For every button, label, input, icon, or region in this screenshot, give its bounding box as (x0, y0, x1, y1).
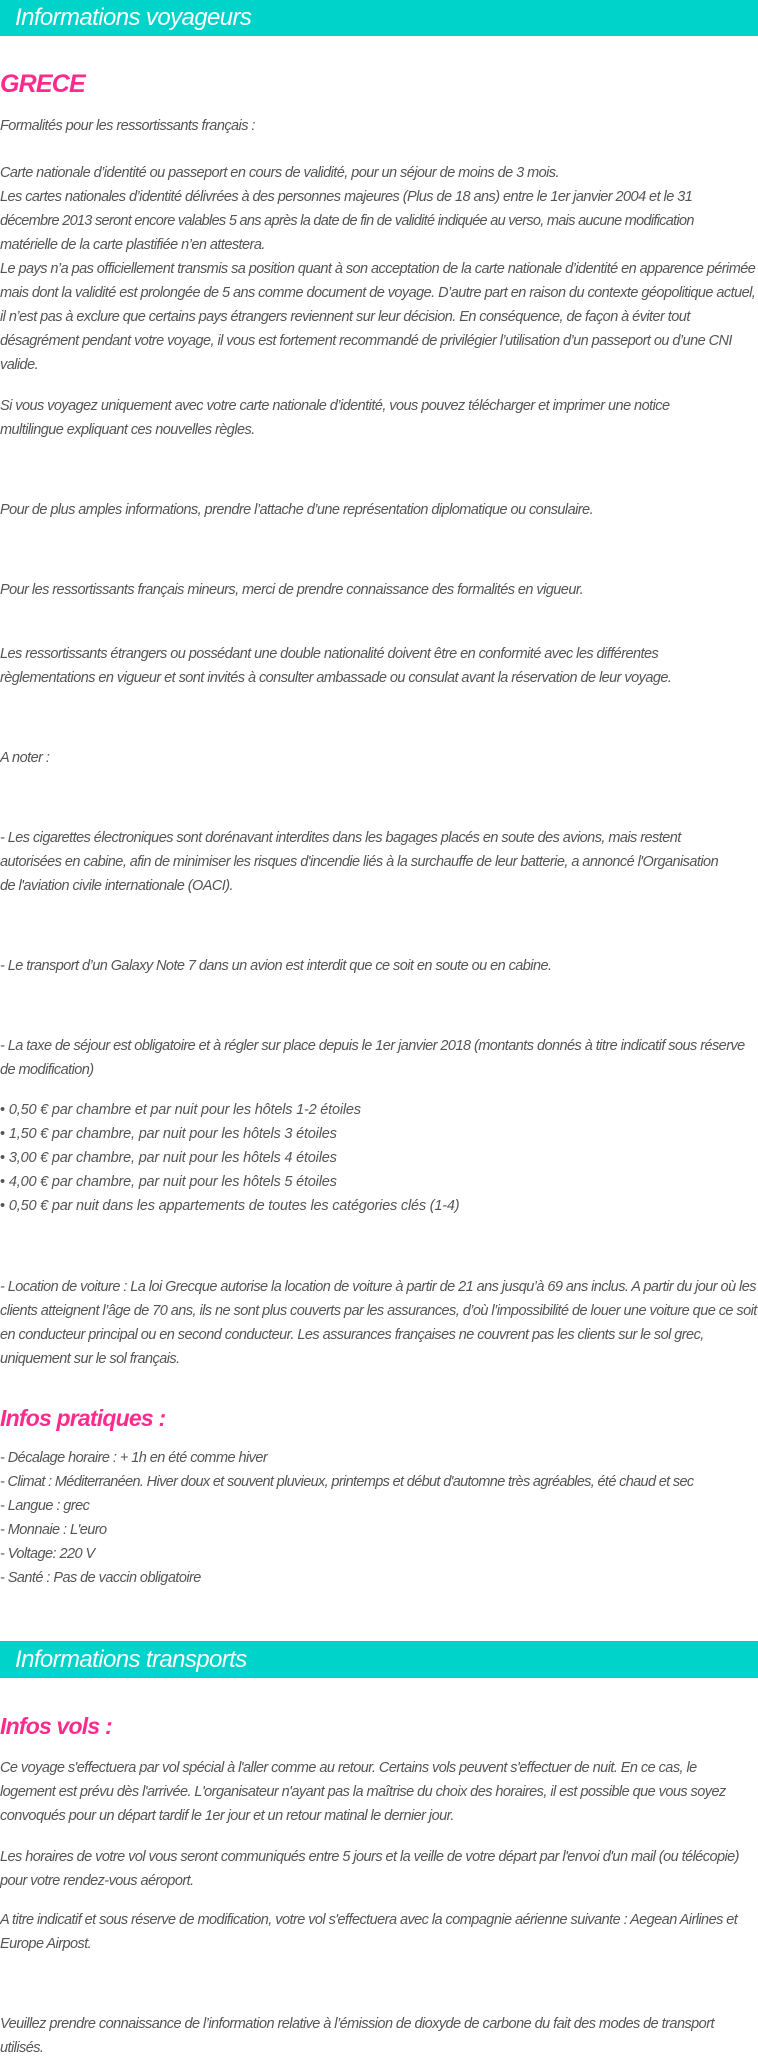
id-paragraph-line: décembre 2013 seront encore valables 5 ans après la date de fin de validité indiquée au verso, mais aucune modification (0, 213, 694, 229)
practical-item-health: - Santé : Pas de vaccin obligatoire (0, 1570, 201, 1586)
car-rental-paragraph: - Location de voiture : La loi Grecque autorise la location de voiture à partir de 21 ans jusqu’à 69 ans inclus. A partir du jour où les clients atteignent l’âge de 70 ans, ils ne sont plus couverts par les assurances, d’où l’impossibilité de louer une voiture que ce soit en conducteur principal ou en second conducteur. Les assurances françaises ne couvrent pas les clients sur le sol grec, uniquement sur le sol français. (0, 1279, 757, 1367)
id-paragraph-line: Les cartes nationales d’identité délivrées à des personnes majeures (Plus de 18 ans) entre le 1er janvier 2004 et le 31 (0, 189, 693, 205)
practical-item-timezone: - Décalage horaire : + 1h en été comme hiver (0, 1450, 268, 1466)
practical-item-voltage: - Voltage: 220 V (0, 1546, 95, 1562)
galaxy-paragraph: - Le transport d’un Galaxy Note 7 dans un avion est interdit que ce soit en soute ou en cabine. (0, 958, 552, 974)
tax-item: • 4,00 € par chambre, par nuit pour les hôtels 5 étoiles (0, 1170, 758, 1194)
tax-list (0, 1098, 758, 1218)
practical-item-currency: - Monnaie : L'euro (0, 1522, 107, 1538)
practical-info-list (0, 1446, 758, 1590)
section-bar-transports (0, 1641, 758, 1678)
practical-info-title: Infos pratiques : (0, 1405, 166, 1431)
id-paragraph-line: matérielle de la carte plastifiée n’en attestera. (0, 237, 265, 253)
ecigarettes-paragraph: - Les cigarettes électroniques sont dorénavant interdites dans les bagages placés en soute des avions, mais restent autorisées en cabine, afin de minimiser les risques d'incendie liés à la surchauffe de leur batterie, a annoncé l'Organisation de l'aviation civile internationale (OACI). (0, 830, 719, 894)
formalities-label: Formalités pour les ressortissants français : (0, 118, 255, 134)
id-paragraph (0, 161, 758, 257)
section-bar-travelers (0, 0, 758, 36)
airline-paragraph: A titre indicatif et sous réserve de modification, votre vol s'effectuera avec la compagnie aérienne suivante : Aegean Airlines et Europe Airpost. (0, 1912, 738, 1952)
co2-paragraph: Veuillez prendre connaissance de l’information relative à l’émission de dioxyde de carbone du fait des modes de transport utilisés. (0, 2016, 714, 2056)
country-position-paragraph: Le pays n’a pas officiellement transmis sa position quant à son acceptation de la carte nationale d’identité en apparence périmée mais dont la validité est prolongée de 5 ans comme document de voyage. D’autre part en raison du contexte géopolitique actuel, il n’est pas à exclure que certains pays étrangers reviennent sur leur décision. En conséquence, de façon à éviter tout désagrément pendant votre voyage, il vous est fortement recommandé de privilégier l’utilisation d’un passeport ou d’une CNI valide. (0, 261, 756, 373)
tax-paragraph: - La taxe de séjour est obligatoire et à régler sur place depuis le 1er janvier 2018 (montants donnés à titre indicatif sous réserve de modification) (0, 1038, 745, 1078)
tax-item: • 0,50 € par chambre et par nuit pour les hôtels 1-2 étoiles (0, 1098, 758, 1122)
foreigners-paragraph: Les ressortissants étrangers ou possédant une double nationalité doivent être en conformité avec les différentes règlementations en vigueur et sont invités à consulter ambassade ou consulat avant la réservation de leur voyage. (0, 646, 672, 686)
country-title: GRECE (0, 70, 85, 98)
charter-paragraph: Ce voyage s'effectuera par vol spécial à l'aller comme au retour. Certains vols peuvent s'effectuer de nuit. En ce cas, le logement est prévu dès l'arrivée. L'organisateur n'ayant pas la maîtrise du choix des horaires, il est possible que vous soyez convoqués pour un départ tardif le 1er jour et un retour matinal le dernier jour. (0, 1760, 726, 1824)
tax-item: • 3,00 € par chambre, par nuit pour les hôtels 4 étoiles (0, 1146, 758, 1170)
practical-item-language: - Langue : grec (0, 1498, 90, 1514)
flights-title: Infos vols : (0, 1713, 112, 1739)
minors-paragraph: Pour les ressortissants français mineurs, merci de prendre connaissance des formalités en vigueur. (0, 582, 584, 598)
tax-item: • 1,50 € par chambre, par nuit pour les hôtels 3 étoiles (0, 1122, 758, 1146)
schedule-paragraph: Les horaires de votre vol vous seront communiqués entre 5 jours et la veille de votre départ par l'envoi d'un mail (ou télécopie) pour votre rendez-vous aéroport. (0, 1849, 739, 1889)
practical-item-climate: - Climat : Méditerranéen. Hiver doux et souvent pluvieux, printemps et début d'automne très agréables, été chaud et sec (0, 1474, 694, 1490)
tax-item: • 0,50 € par nuit dans les appartements de toutes les catégories clés (1-4) (0, 1194, 758, 1218)
id-paragraph-line: Carte nationale d’identité ou passeport en cours de validité, pour un séjour de moins de 3 mois. (0, 165, 559, 181)
section-bar-title: Informations transports (15, 1646, 247, 1673)
section-bar-title: Informations voyageurs (15, 4, 252, 31)
more-info-paragraph: Pour de plus amples informations, prendre l’attache d’une représentation diplomatique ou consulaire. (0, 502, 594, 518)
note-label: A noter : (0, 750, 50, 766)
notice-paragraph: Si vous voyagez uniquement avec votre carte nationale d’identité, vous pouvez télécharger et imprimer une notice multilingue expliquant ces nouvelles règles. (0, 398, 670, 438)
